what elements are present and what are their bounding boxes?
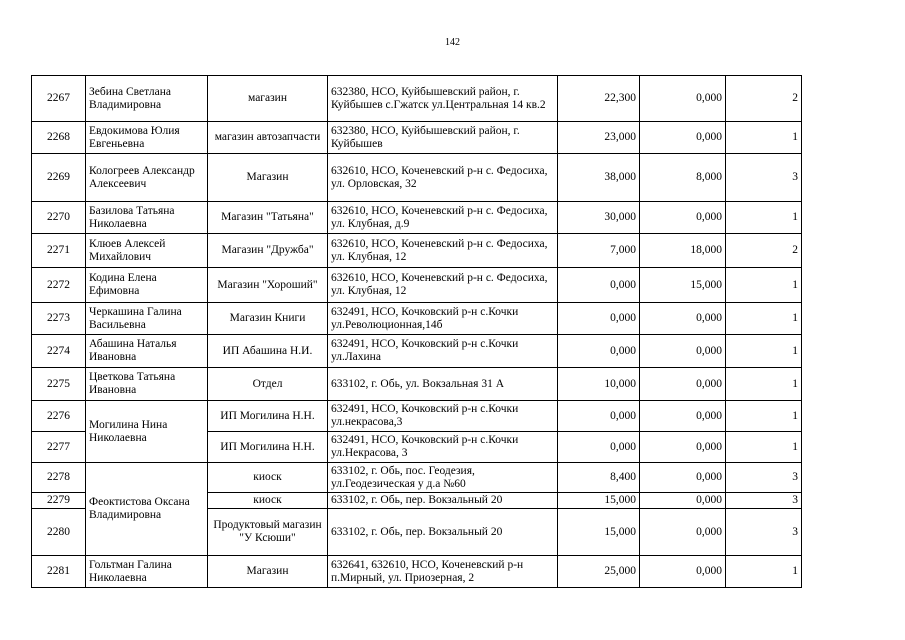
address: 633102, г. Обь, пос. Геодезия, ул.Геодезическая у д.а №60	[328, 463, 558, 493]
row-number: 2271	[32, 234, 86, 268]
row-number: 2267	[32, 76, 86, 122]
count: 1	[726, 303, 802, 335]
table-row	[32, 234, 802, 268]
value-a: 15,000	[558, 509, 640, 556]
object-type: Магазин Книги	[208, 303, 328, 335]
owner-name: Зебина Светлана Владимировна	[86, 76, 208, 122]
value-a: 15,000	[558, 493, 640, 509]
table-row	[32, 154, 802, 202]
object-type: магазин автозапчасти	[208, 122, 328, 154]
value-b: 0,000	[640, 368, 726, 401]
value-a: 0,000	[558, 268, 640, 303]
value-a: 0,000	[558, 335, 640, 368]
value-a: 0,000	[558, 401, 640, 432]
value-a: 22,300	[558, 76, 640, 122]
address: 632610, НСО, Коченевский р-н с. Федосиха, ул. Орловская, 32	[328, 154, 558, 202]
value-a: 7,000	[558, 234, 640, 268]
address: 632380, НСО, Куйбышевский район, г. Куйбышев с.Гжатск ул.Центральная 14 кв.2	[328, 76, 558, 122]
object-type: ИП Абашина Н.И.	[208, 335, 328, 368]
value-b: 0,000	[640, 303, 726, 335]
owner-name: Абашина Наталья Ивановна	[86, 335, 208, 368]
object-type: киоск	[208, 493, 328, 509]
value-a: 25,000	[558, 556, 640, 588]
address: 632491, НСО, Кочковский р-н с.Кочки ул.Революционная,14б	[328, 303, 558, 335]
count: 1	[726, 202, 802, 234]
value-a: 23,000	[558, 122, 640, 154]
value-b: 0,000	[640, 432, 726, 463]
row-number: 2273	[32, 303, 86, 335]
value-b: 18,000	[640, 234, 726, 268]
count: 3	[726, 463, 802, 493]
object-type: ИП Могилина Н.Н.	[208, 432, 328, 463]
address: 633102, г. Обь, ул. Вокзальная 31 А	[328, 368, 558, 401]
object-type: Магазин	[208, 556, 328, 588]
page-number: 142	[445, 37, 460, 48]
value-a: 8,400	[558, 463, 640, 493]
count: 1	[726, 556, 802, 588]
object-type: магазин	[208, 76, 328, 122]
owner-name: Черкашина Галина Васильевна	[86, 303, 208, 335]
row-number: 2277	[32, 432, 86, 463]
value-b: 0,000	[640, 122, 726, 154]
value-b: 0,000	[640, 401, 726, 432]
address: 632610, НСО, Коченевский р-н с. Федосиха, ул. Клубная, 12	[328, 268, 558, 303]
object-type: Магазин	[208, 154, 328, 202]
row-number: 2272	[32, 268, 86, 303]
owner-name: Могилина Нина Николаевна	[86, 401, 208, 463]
value-a: 38,000	[558, 154, 640, 202]
row-number: 2278	[32, 463, 86, 493]
row-number: 2269	[32, 154, 86, 202]
owner-name: Евдокимова Юлия Евгеньевна	[86, 122, 208, 154]
value-b: 0,000	[640, 509, 726, 556]
value-b: 8,000	[640, 154, 726, 202]
object-type: Магазин "Дружба"	[208, 234, 328, 268]
value-b: 0,000	[640, 463, 726, 493]
address: 633102, г. Обь, пер. Вокзальный 20	[328, 493, 558, 509]
table-row	[32, 202, 802, 234]
owner-name: Клюев Алексей Михайлович	[86, 234, 208, 268]
address: 632380, НСО, Куйбышевский район, г. Куйбышев	[328, 122, 558, 154]
table-row	[32, 368, 802, 401]
value-a: 0,000	[558, 432, 640, 463]
owner-name: Цветкова Татьяна Ивановна	[86, 368, 208, 401]
value-b: 15,000	[640, 268, 726, 303]
table-row	[32, 76, 802, 122]
count: 2	[726, 76, 802, 122]
value-b: 0,000	[640, 202, 726, 234]
registry-table	[31, 75, 802, 588]
object-type: ИП Могилина Н.Н.	[208, 401, 328, 432]
owner-name: Кодина Елена Ефимовна	[86, 268, 208, 303]
owner-name: Базилова Татьяна Николаевна	[86, 202, 208, 234]
count: 3	[726, 154, 802, 202]
row-number: 2279	[32, 493, 86, 509]
object-type: Магазин "Хороший"	[208, 268, 328, 303]
row-number: 2268	[32, 122, 86, 154]
table-row	[32, 268, 802, 303]
object-type: киоск	[208, 463, 328, 493]
value-b: 0,000	[640, 76, 726, 122]
address: 632610, НСО, Коченевский р-н с. Федосиха, ул. Клубная, д.9	[328, 202, 558, 234]
row-number: 2270	[32, 202, 86, 234]
table-row	[32, 556, 802, 588]
row-number: 2281	[32, 556, 86, 588]
table-row	[32, 122, 802, 154]
row-number: 2274	[32, 335, 86, 368]
row-number: 2276	[32, 401, 86, 432]
count: 2	[726, 234, 802, 268]
address: 632491, НСО, Кочковский р-н с.Кочки ул.Некрасова, 3	[328, 432, 558, 463]
row-number: 2280	[32, 509, 86, 556]
value-a: 30,000	[558, 202, 640, 234]
object-type: Отдел	[208, 368, 328, 401]
object-type: Продуктовый магазин "У Ксюши"	[208, 509, 328, 556]
value-b: 0,000	[640, 493, 726, 509]
count: 1	[726, 401, 802, 432]
address: 632491, НСО, Кочковский р-н с.Кочки ул.Лахина	[328, 335, 558, 368]
address: 632641, 632610, НСО, Коченевский р-н п.Мирный, ул. Приозерная, 2	[328, 556, 558, 588]
count: 1	[726, 268, 802, 303]
object-type: Магазин "Татьяна"	[208, 202, 328, 234]
table-row	[32, 335, 802, 368]
value-b: 0,000	[640, 556, 726, 588]
count: 3	[726, 509, 802, 556]
row-number: 2275	[32, 368, 86, 401]
count: 1	[726, 432, 802, 463]
owner-name: Гольтман Галина Николаевна	[86, 556, 208, 588]
table-row	[32, 303, 802, 335]
count: 1	[726, 122, 802, 154]
address: 632491, НСО, Кочковский р-н с.Кочки ул.некрасова,3	[328, 401, 558, 432]
value-a: 0,000	[558, 303, 640, 335]
count: 1	[726, 335, 802, 368]
owner-name: Кологреев Александр Алексеевич	[86, 154, 208, 202]
address: 633102, г. Обь, пер. Вокзальный 20	[328, 509, 558, 556]
count: 1	[726, 368, 802, 401]
address: 632610, НСО, Коченевский р-н с. Федосиха, ул. Клубная, 12	[328, 234, 558, 268]
count: 3	[726, 493, 802, 509]
value-a: 10,000	[558, 368, 640, 401]
table-row	[32, 401, 802, 432]
table-row	[32, 463, 802, 493]
value-b: 0,000	[640, 335, 726, 368]
owner-name: Феоктистова Оксана Владимировна	[86, 463, 208, 556]
